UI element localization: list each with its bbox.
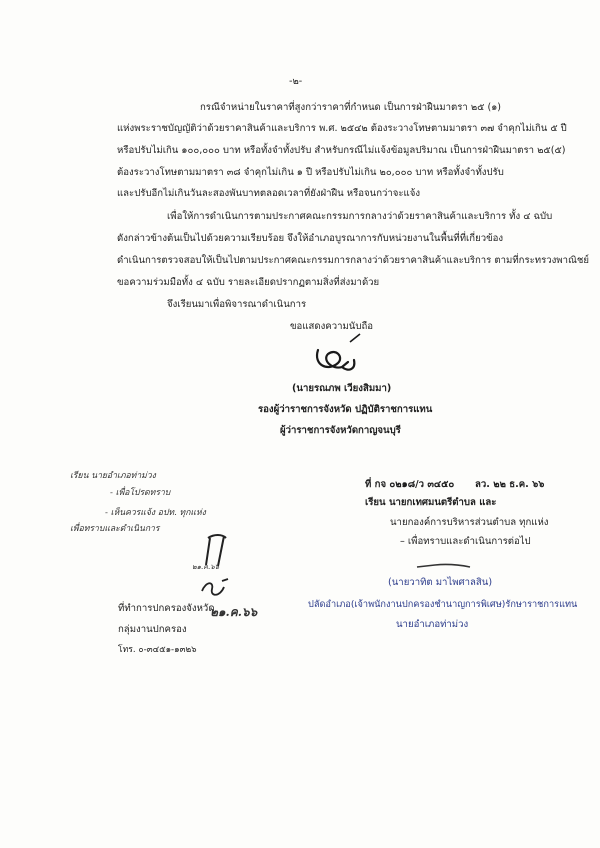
para1-line: แห่งพระราชบัญญัติว่าด้วยราคาสินค้าและบริการ พ.ศ. ๒๕๔๒ ต้องระวางโทษตามมาตรา ๓๗ จำคุกไม่เกิน ๕ ปี xyxy=(117,123,567,134)
endorsement-purpose: – เพื่อทราบและดำเนินการต่อไป xyxy=(400,536,531,547)
footer-office: ที่ทำการปกครองจังหวัด xyxy=(118,603,215,614)
signer-name: (นายรณภพ เวียงสิมมา) xyxy=(292,383,392,394)
para2-line: ดำเนินการตรวจสอบให้เป็นไปตามประกาศคณะกรรมการกลางว่าด้วยราคาสินค้าและบริการ ตามที่กระทรวงพาณิชย์ xyxy=(117,255,590,266)
endorsement-to-2: นายกองค์การบริหารส่วนตำบล ทุกแห่ง xyxy=(390,517,549,528)
handwritten-note-line: เรียน นายอำเภอท่าม่วง xyxy=(70,471,156,481)
signature-icon xyxy=(415,555,475,575)
official-position-1: ปลัดอำเภอ(เจ้าพนักงานปกครองชำนาญการพิเศษ)รักษาราชการแทน xyxy=(308,599,578,610)
footer-phone: โทร. ๐-๓๔๕๑-๑๓๒๖ xyxy=(118,645,197,655)
para2-line: ขอความร่วมมือทั้ง ๔ ฉบับ รายละเอียดปรากฏตามสิ่งที่ส่งมาด้วย xyxy=(117,277,380,288)
para1-line: กรณีจำหน่ายในราคาที่สูงกว่าราคาที่กำหนด เป็นการฝ่าฝืนมาตรา ๒๕ (๑) xyxy=(200,102,502,113)
signer-position-1: รองผู้ว่าราชการจังหวัด ปฏิบัติราชการแทน xyxy=(258,404,433,415)
endorsement-ref-date: ลว. ๒๒ ธ.ค. ๖๖ xyxy=(475,479,545,490)
para2-line: ดังกล่าวข้างต้นเป็นไปด้วยความเรียบร้อย จึงให้อำเภอบูรณาการกับหน่วยงานในพื้นที่ที่เกี่ยวข้อง xyxy=(117,233,504,244)
footer-group: กลุ่มงานปกครอง xyxy=(118,624,187,635)
handwritten-date: ๒๑.ค.๖๖ xyxy=(210,605,258,619)
handwritten-note-line: - เพื่อโปรดทราบ xyxy=(110,488,171,498)
official-position-2: นายอำเภอท่าม่วง xyxy=(396,619,469,630)
handwritten-note-line: เพื่อทราบและดำเนินการ xyxy=(70,524,160,534)
initials-icon xyxy=(198,577,234,601)
signature-icon xyxy=(308,330,378,380)
para1-line: และปรับอีกไม่เกินวันละสองพันบาทตลอดเวลาที่ยังฝ่าฝืน หรือจนกว่าจะแจ้ง xyxy=(117,188,421,199)
endorsement-ref-no: ที่ กจ ๐๒๑๘/ว ๓๔๕๐ xyxy=(365,479,455,490)
handwritten-note-line: - เห็นควรแจ้ง อปท. ทุกแห่ง xyxy=(105,508,206,518)
closing-request: จึงเรียนมาเพื่อพิจารณาดำเนินการ xyxy=(167,299,307,310)
page-number: -๒- xyxy=(289,76,303,87)
para1-line: หรือปรับไม่เกิน ๑๐๐,๐๐๐ บาท หรือทั้งจำทั้งปรับ สำหรับกรณีไม่แจ้งข้อมูลปริมาณ เป็นการฝ่าฝืนมาตรา ๒๕(๕) xyxy=(117,145,566,156)
para1-line: ต้องระวางโทษตามมาตรา ๓๘ จำคุกไม่เกิน ๑ ปี หรือปรับไม่เกิน ๒๐,๐๐๐ บาท หรือทั้งจำทั้งปรับ xyxy=(117,167,504,178)
official-name: (นายวาทิต มาไพศาลสิน) xyxy=(388,577,493,588)
signer-position-2: ผู้ว่าราชการจังหวัดกาญจนบุรี xyxy=(280,425,401,436)
para2-line: เพื่อให้การดำเนินการตามประกาศคณะกรรมการกลางว่าด้วยราคาสินค้าและบริการ ทั้ง ๔ ฉบับ xyxy=(167,211,553,222)
respect-text: ขอแสดงความนับถือ xyxy=(290,321,374,332)
handwritten-date: ๒๑.ค.๖๖ xyxy=(192,563,220,571)
endorsement-to-1: เรียน นายกเทศมนตรีตำบล และ xyxy=(365,497,497,508)
